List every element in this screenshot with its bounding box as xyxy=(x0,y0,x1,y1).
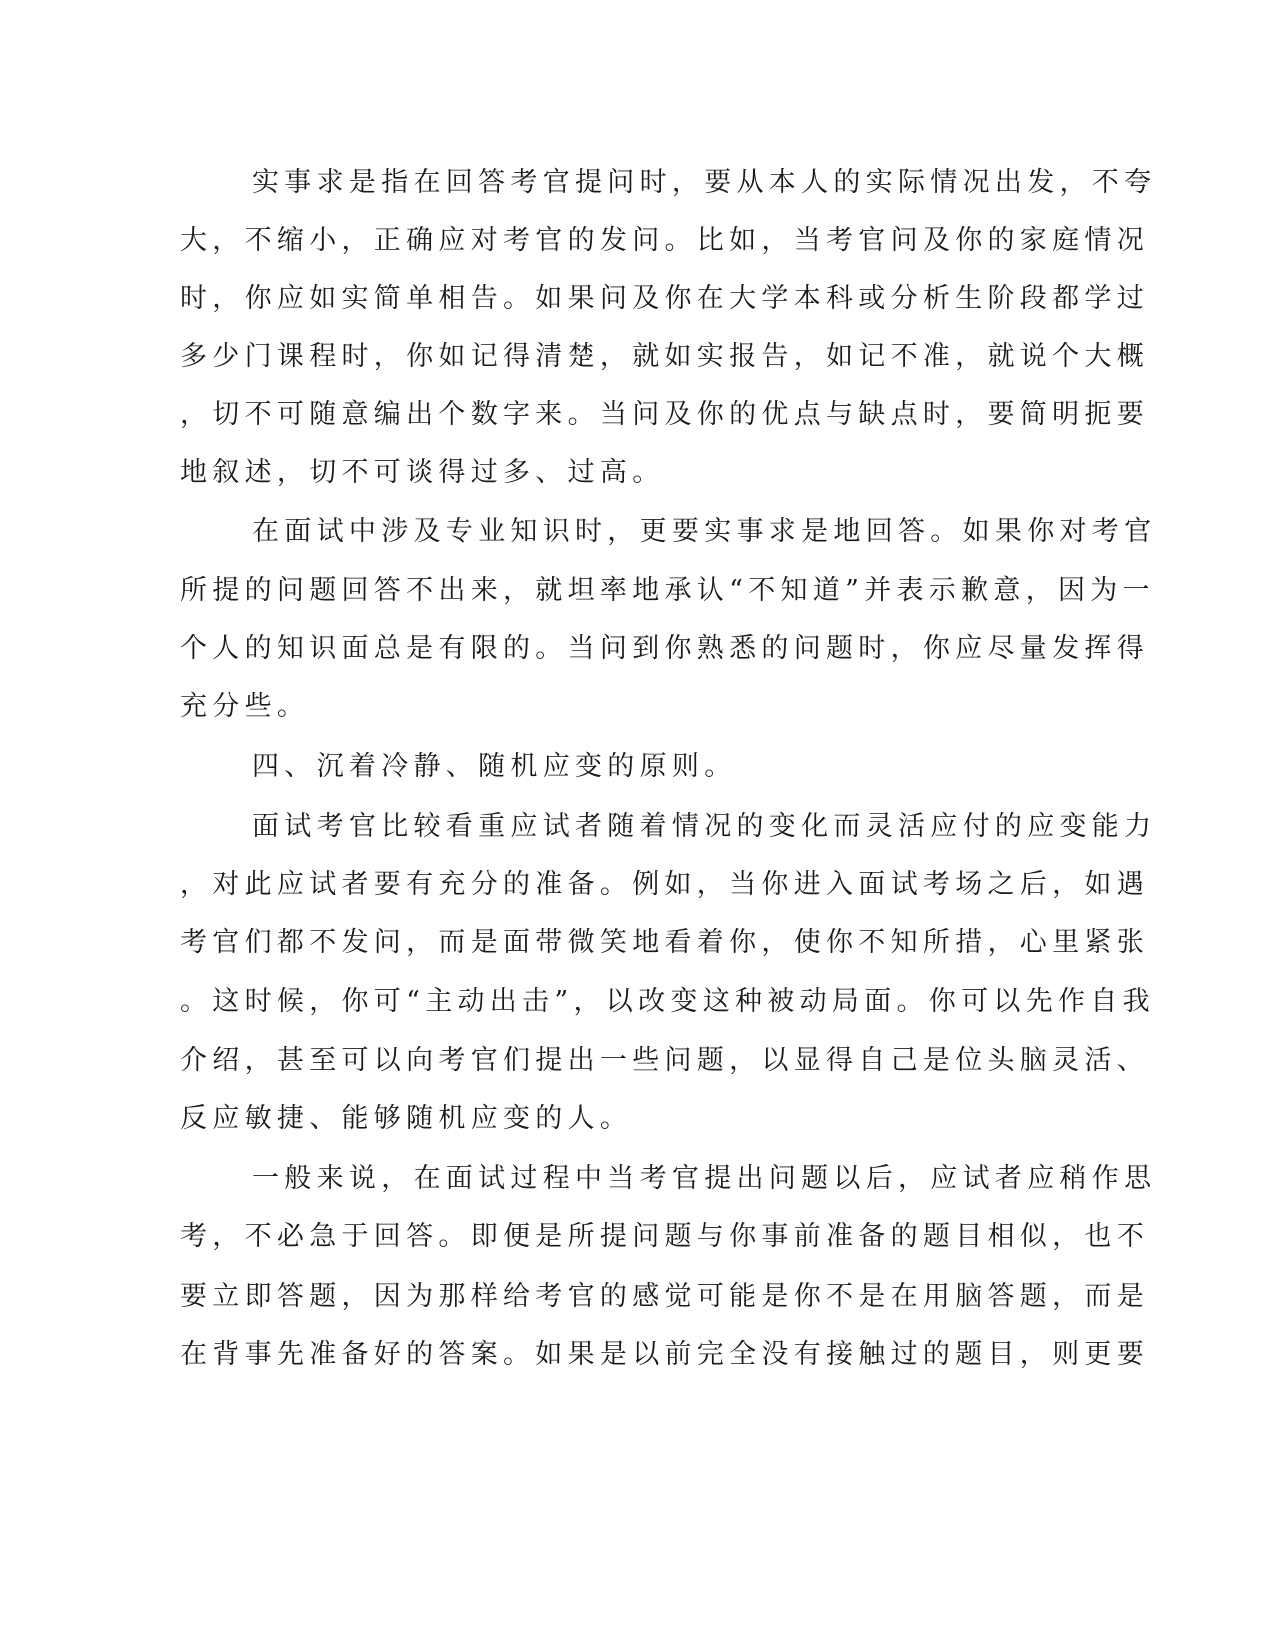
text-line-9: 个人的知识面总是有限的。当问到你熟悉的问题时，你应尽量发挥得 xyxy=(180,633,1149,664)
text-line-21: 在背事先准备好的答案。如果是以前完全没有接触过的题目，则更要 xyxy=(180,1339,1149,1370)
text-line-1: 实事求是指在回答考官提问时，要从本人的实际情况出发，不夸 xyxy=(252,167,1157,198)
text-line-5: ，切不可随意编出个数字来。当问及你的优点与缺点时，要简明扼要 xyxy=(180,399,1149,430)
text-line-6: 地叙述，切不可谈得过多、过高。 xyxy=(180,457,665,488)
text-line-15: 。这时候，你可“主动出击”，以改变这种被动局面。你可以先作自我 xyxy=(180,986,1155,1017)
text-line-16: 介绍，甚至可以向考官们提出一些问题，以显得自己是位头脑灵活、 xyxy=(180,1045,1149,1076)
text-line-14: 考官们都不发问，而是面带微笑地看着你，使你不知所措，心里紧张 xyxy=(180,927,1149,958)
text-line-17: 反应敏捷、能够随机应变的人。 xyxy=(180,1103,633,1134)
text-line-7: 在面试中涉及专业知识时，更要实事求是地回答。如果你对考官 xyxy=(252,516,1157,547)
text-line-12: 面试考官比较看重应试者随着情况的变化而灵活应付的应变能力 xyxy=(252,811,1157,842)
text-line-4: 多少门课程时，你如记得清楚，就如实报告，如记不准，就说个大概 xyxy=(180,341,1149,372)
text-line-3: 时，你应如实简单相告。如果问及你在大学本科或分析生阶段都学过 xyxy=(180,283,1149,314)
text-line-18: 一般来说，在面试过程中当考官提出问题以后，应试者应稍作思 xyxy=(252,1163,1157,1194)
text-line-10: 充分些。 xyxy=(180,691,310,722)
text-line-19: 考，不必急于回答。即便是所提问题与你事前准备的题目相似，也不 xyxy=(180,1221,1149,1252)
text-line-20: 要立即答题，因为那样给考官的感觉可能是你不是在用脑答题，而是 xyxy=(180,1281,1149,1312)
section-heading: 四、沉着冷静、随机应变的原则。 xyxy=(252,751,737,782)
text-line-2: 大，不缩小，正确应对考官的发问。比如，当考官问及你的家庭情况 xyxy=(180,225,1149,256)
text-line-8: 所提的问题回答不出来，就坦率地承认“不知道”并表示歉意，因为一 xyxy=(180,575,1155,606)
text-line-13: ，对此应试者要有充分的准备。例如，当你进入面试考场之后，如遇 xyxy=(180,869,1149,900)
